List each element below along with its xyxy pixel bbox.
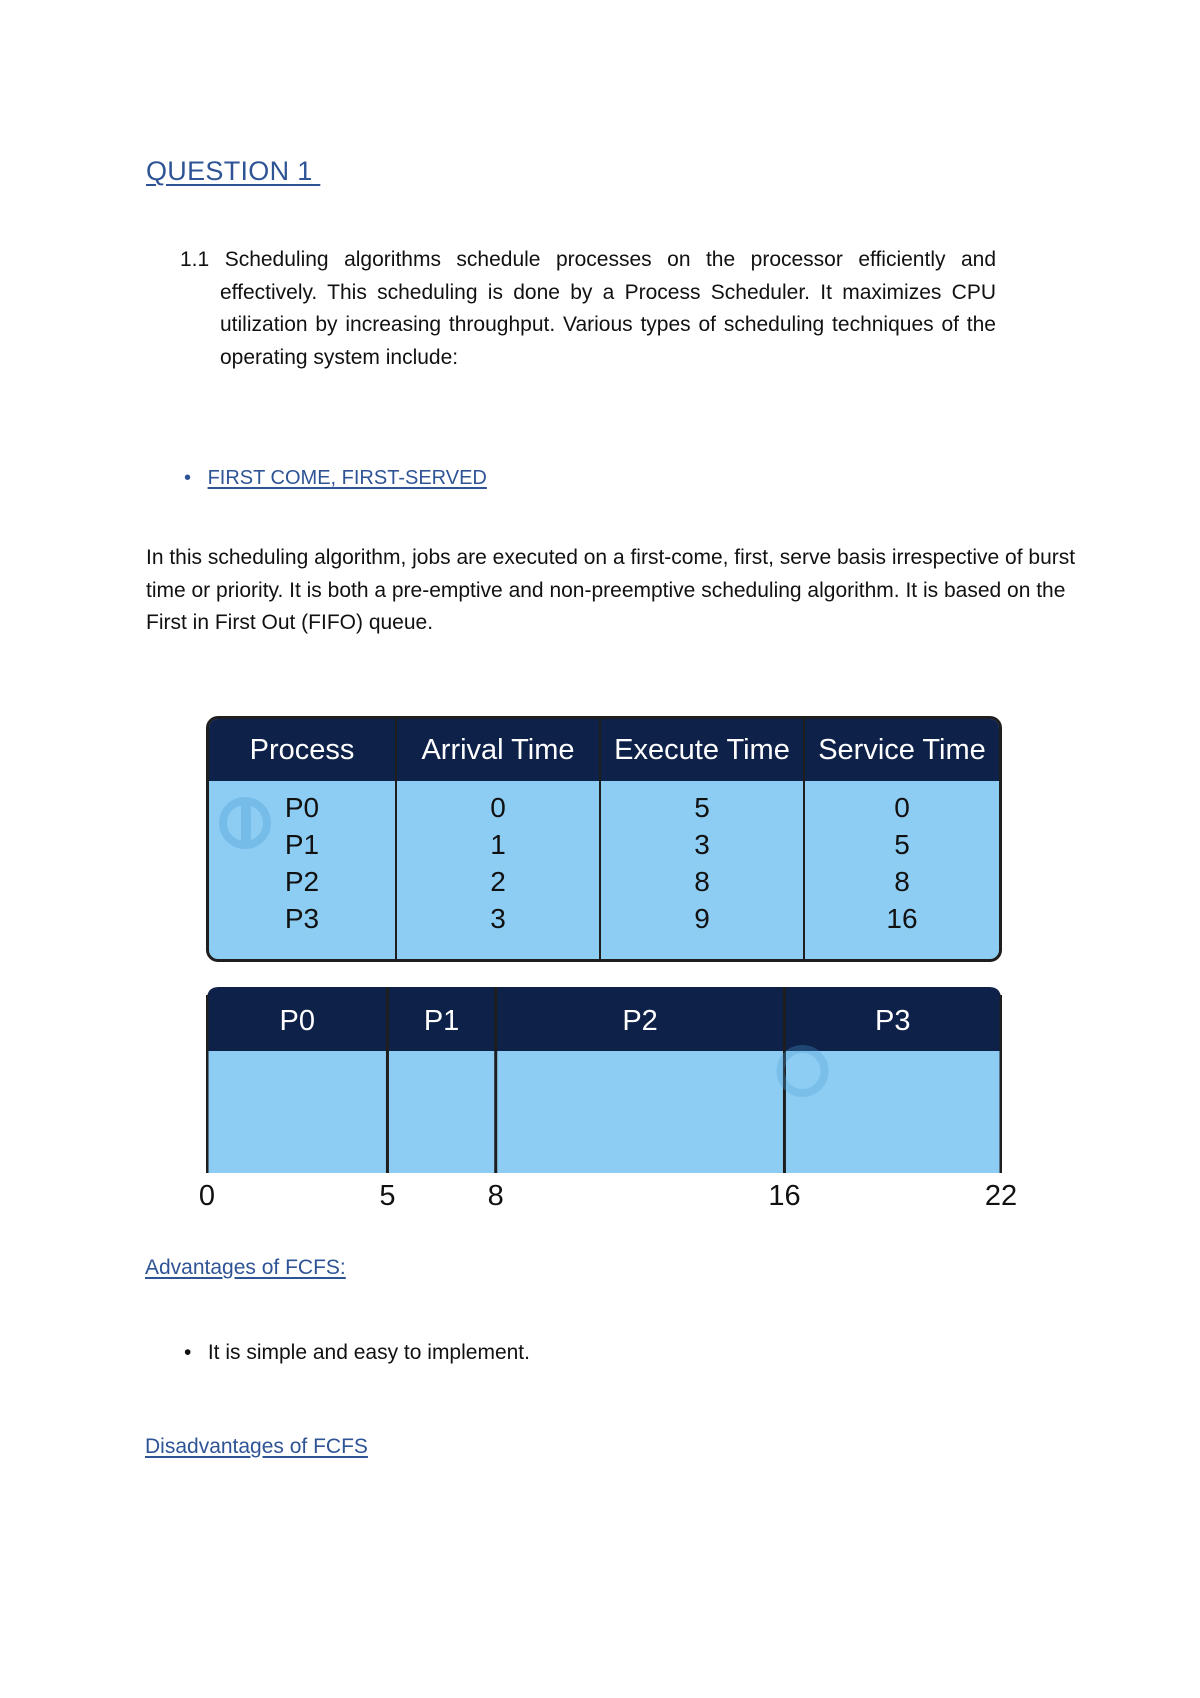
header-process: Process — [209, 719, 397, 781]
cell-process-p0: P0 — [284, 792, 320, 823]
process-column — [209, 781, 397, 959]
cell-service-p3: 16 — [886, 903, 918, 934]
execute-column — [601, 781, 805, 959]
bullet-icon: • — [184, 1341, 192, 1364]
advantages-heading[interactable]: Advantages of FCFS: — [145, 1256, 346, 1279]
arrival-column — [397, 781, 601, 959]
process-table-body — [209, 781, 999, 959]
gantt-segment-label-p3: P3 — [874, 1005, 911, 1037]
fcfs-paragraph: In this scheduling algorithm, jobs are executed on a first-come, first, serve basis irrespective of burst time or priority. It is both a pre-emptive and non-preemptive scheduling algorithm. It is based on the First in First Out (FIFO) queue. — [146, 546, 1076, 634]
gantt-segment-label-p1: P1 — [423, 1005, 460, 1037]
cell-service-p0: 0 — [894, 792, 910, 823]
intro-number: 1.1 — [180, 248, 210, 271]
cell-service-p2: 8 — [894, 866, 910, 897]
cell-arrival-p2: 2 — [490, 866, 506, 897]
question-heading: QUESTION 1 — [146, 156, 321, 186]
cell-execute-p3: 9 — [694, 903, 710, 934]
cell-process-p3: P3 — [284, 903, 320, 934]
gantt-body-band — [207, 1051, 1001, 1173]
cell-execute-p1: 3 — [694, 829, 710, 860]
bullet-icon: • — [184, 467, 192, 489]
header-arrival-time: Arrival Time — [397, 719, 601, 781]
cell-arrival-p3: 3 — [490, 903, 506, 934]
fcfs-bullet-link[interactable] — [184, 463, 487, 493]
header-execute-time: Execute Time — [601, 719, 805, 781]
cell-execute-p0: 5 — [694, 792, 710, 823]
process-table — [206, 716, 1002, 962]
cell-arrival-p0: 0 — [490, 792, 506, 823]
cell-service-p1: 5 — [894, 829, 910, 860]
service-column — [805, 781, 999, 959]
gantt-tick-22: 22 — [984, 1180, 1018, 1212]
gantt-chart — [206, 986, 1002, 1174]
advantage-text: It is simple and easy to implement. — [207, 1341, 530, 1364]
gantt-tick-5: 5 — [379, 1180, 396, 1212]
gantt-segment-label-p2: P2 — [622, 1005, 658, 1037]
gantt-segment-label-p0: P0 — [279, 1005, 315, 1037]
process-table-header — [209, 719, 999, 781]
intro-paragraph — [180, 244, 996, 374]
gantt-svg — [206, 986, 1002, 1174]
gantt-tick-16: 16 — [768, 1180, 801, 1212]
cell-process-p2: P2 — [284, 866, 320, 897]
advantage-item — [184, 1341, 530, 1365]
gantt-tick-0: 0 — [198, 1180, 216, 1212]
cell-arrival-p1: 1 — [490, 829, 506, 860]
cell-process-p1: P1 — [284, 829, 320, 860]
cell-execute-p2: 8 — [694, 866, 710, 897]
gantt-tick-8: 8 — [487, 1180, 504, 1212]
disadvantages-heading[interactable]: Disadvantages of FCFS — [145, 1435, 368, 1458]
header-service-time: Service Time — [818, 734, 986, 766]
fcfs-link[interactable]: FIRST COME, FIRST-SERVED — [207, 467, 487, 489]
intro-text: Scheduling algorithms schedule processes on the processor efficiently and effectively. This scheduling is done by a Process Scheduler. It maximizes CPU utilization by increasing throughput. Various types of scheduling techniques of the operating system include: — [220, 248, 996, 369]
